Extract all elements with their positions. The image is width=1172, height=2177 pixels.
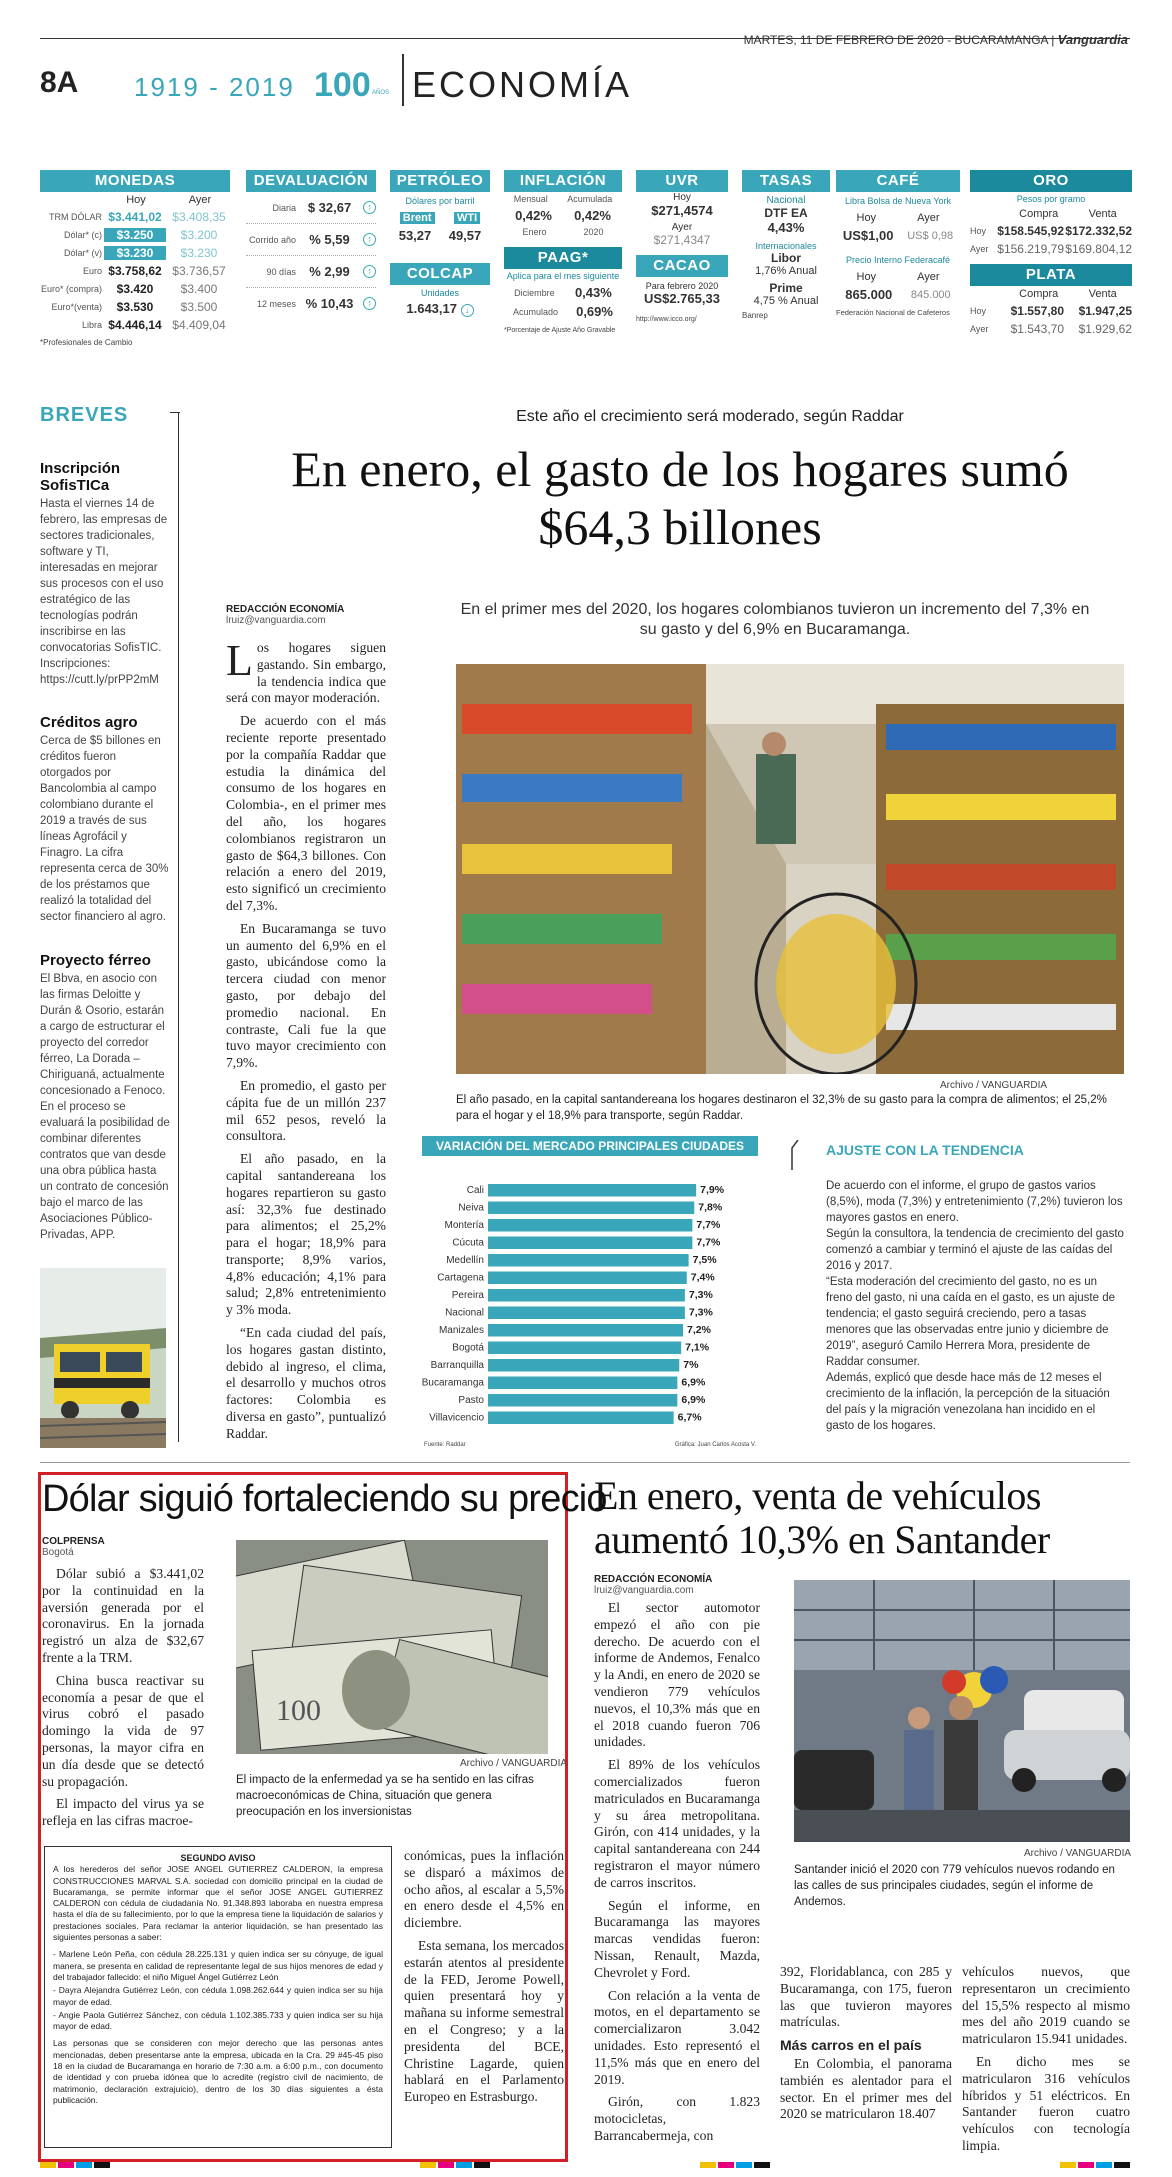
oro-row (970, 222, 1132, 240)
oro-rows (970, 222, 1132, 258)
chart-category-label: Montería (444, 1220, 484, 1231)
devaluacion-label: 12 meses (256, 298, 296, 309)
tasas-internacional-label: Internacionales (755, 241, 817, 251)
currency-label: Dólar* (v) (63, 248, 102, 258)
cacao-note: http://www.icco.org/ (636, 316, 697, 323)
petroleo-title: PETRÓLEO (390, 170, 490, 192)
drop-cap: L (226, 636, 253, 685)
cafe-source: Federación Nacional de Cafeteros (836, 308, 950, 317)
dolar-byline-place: Bogotá (42, 1547, 74, 1558)
chart-category-label: Villavicencio (429, 1412, 484, 1424)
monedas-rows (40, 208, 230, 334)
vehiculos-paragraph: Girón, con 1.823 motocicletas, Barrancabermeja, con (594, 2094, 760, 2143)
uvr-hoy-label: Hoy (673, 192, 691, 203)
paag-label: Diciembre (514, 287, 555, 298)
anniversary-years: 1919 - 2019 (134, 72, 295, 102)
chart-bar (488, 1254, 689, 1267)
paag-note: *Porcentaje de Ajuste Año Gravable (504, 327, 616, 334)
supermarket-photo (456, 664, 1124, 1074)
chart-category-label: Cúcuta (452, 1237, 484, 1249)
section-divider (40, 1462, 1130, 1463)
chart-category-label: Manizales (438, 1325, 484, 1336)
chart-category-label: Cartagena (437, 1272, 484, 1284)
chart-value-label: 7,7% (696, 1219, 721, 1231)
dollar-bills-photo (236, 1540, 548, 1754)
colcap-value: 1.643,17 (406, 301, 457, 316)
paag-row (504, 283, 622, 302)
dolar-byline-name: COLPRENSA (42, 1536, 105, 1547)
tasas-libor-value: 1,76% Anual (755, 265, 817, 277)
photo-caption: El año pasado, en la capital santandereana los hogares destinaron el 32,3% de su gasto para la compra de alimentos; el 25,2% para el hogar y el 18,9% para transporte, según Raddar. (456, 1094, 1107, 1122)
oro-sub: Pesos por gramo (1016, 194, 1086, 204)
vehiculos-paragraph: Con relación a la venta de motos, en el departamento se comercializaron 3.042 unidades. Esto representó el 11,5% más que en enero del 2019. (594, 1987, 760, 2087)
chart-plot (422, 1176, 758, 1452)
notice-paragraph: A los herederos del señor JOSE ANGEL GUTIERREZ CALDERON, la empresa CONSTRUCCIONES MARVAL S.A. sociedad con domicilio principal en la ciudad de Bucaramanga, se permite informar que el señor JOSE ANGEL GUTIERREZ CALDERON con cédula de ciudadanía No. 91.348.893 laboraba en nuestra empresa hasta el día de su fallecimiento, por lo que la empresa tiene la liquidación de salarios y prestaciones sociales. Para reclamar la anterior liquidación, se han presentado las siguientes personas a saber: (53, 1864, 383, 1943)
ajuste-title: AJUSTE CON LA TENDENCIA (826, 1142, 1024, 1158)
chart-value-label: 7,5% (692, 1254, 717, 1266)
chart-category-label: Nacional (445, 1307, 484, 1319)
oro-venta: $169.804,12 (1065, 242, 1132, 256)
photo-credit: Archivo / VANGUARDIA (1024, 1848, 1132, 1859)
vehiculos-subtitle: Más carros en el país (780, 2037, 922, 2054)
dolar-byline (42, 1536, 105, 1558)
chart-category-label: Bogotá (452, 1342, 484, 1354)
breves-bracket (170, 412, 180, 413)
plata-row-label: Ayer (970, 324, 989, 334)
currency-ayer: $3.230 (180, 246, 218, 260)
anniversary-logo (312, 62, 390, 104)
ajuste-bracket (790, 1140, 800, 1170)
oro-row-label: Ayer (970, 244, 989, 254)
currency-hoy: $3.250 (104, 228, 166, 242)
chart-category-label: Barranquilla (430, 1360, 484, 1371)
chart-value-label: 7,4% (690, 1271, 715, 1284)
car-showroom-photo (794, 1580, 1130, 1842)
paag-row (504, 302, 622, 321)
cacao-value: US$2.765,33 (644, 291, 720, 306)
chart-value-label: 7% (683, 1359, 699, 1371)
uvr-hoy-value: $271,4574 (651, 203, 713, 218)
inflacion-mensual-value: 0,42% (515, 208, 552, 223)
devaluacion-row (246, 192, 376, 224)
plata-compra: $1.557,80 (1010, 304, 1064, 318)
cafe-ayer-value: US$ 0,98 (907, 229, 954, 242)
dateline: MARTES, 11 DE FEBRERO DE 2020 - BUCARAMANGA | Vanguardia (743, 32, 1128, 47)
dolar-paragraph: China busca reactivar su economía a pesar de que el virus cobró el pasado domingo la vida de 97 personas, la mayor cifra en un día desde que se detectó su propagación. (42, 1672, 204, 1789)
train-photo (40, 1268, 166, 1448)
photo-credit: Archivo / VANGUARDIA (940, 1080, 1048, 1091)
devaluacion-value: % 10,43 (305, 296, 354, 311)
colcap-sub: Unidades (420, 288, 460, 298)
arrow-up-icon: ↑ (363, 201, 376, 214)
currency-hoy: $3.441,02 (108, 210, 162, 224)
cacao-sub: Para febrero 2020 (645, 281, 719, 291)
oro-title: ORO (970, 170, 1132, 192)
chart-category-label: Cali (466, 1185, 484, 1196)
tasas-nacional-label: Nacional (766, 195, 806, 206)
paag-title: PAAG* (504, 247, 622, 269)
chart-value-label: 6,9% (681, 1376, 706, 1389)
oro-venta: $172.332,52 (1065, 224, 1132, 238)
breves-title: BREVES (40, 404, 129, 426)
cafe-hoy-value: US$1,00 (842, 228, 894, 243)
main-paragraph: De acuerdo con el más reciente reporte presentado por la compañía Raddar que estudia la dinámica del consumo de los hogares en Colombia-, en el primer mes del año, los hogares colombianos registraron un gasto de $64,3 billones. Con relación a enero del 2019, esto significó un crecimiento del 7,3%. (226, 713, 386, 913)
monedas-row (40, 244, 230, 262)
inflacion-box (504, 170, 622, 334)
main-paragraph: “En cada ciudad del país, los hogares gastan distinto, debido al ingreso, el clima, el desarrollo y muchos otros factores: Colombia es diversa en gasto”, puntualizó Raddar. (226, 1325, 386, 1441)
currency-label: Euro (82, 266, 102, 276)
vehiculos-paragraph: En dicho mes se matricularon 316 vehículos híbridos y 51 eléctricos. En Santander fueron cuatro vehículos con tecnología limpia. (962, 2053, 1130, 2153)
vehiculos-paragraph: En Colombia, el panorama también es alentador para el sector. En el primer mes del 2020 se matricularon 18.407 (780, 2055, 952, 2122)
notice-paragraph: - Dayra Alejandra Gutiérrez León, con cédula 1.098.262.644 y quien indica ser su hija mayor de edad. (53, 1985, 383, 2007)
chart-value-label: 6,7% (677, 1411, 702, 1424)
monedas-title: MONEDAS (40, 170, 230, 192)
paag-sub: Aplica para el mes siguiente (506, 271, 620, 281)
main-headline: En enero, el gasto de los hogares sumó $64,3 billones (291, 441, 1069, 555)
devaluacion-label: Diaria (272, 202, 296, 213)
oro-compra: $156.219,79 (997, 242, 1064, 256)
monedas-row (40, 280, 230, 298)
print-registration-bar (40, 2162, 1130, 2172)
monedas-row (40, 298, 230, 316)
devaluacion-rows (246, 192, 376, 319)
currency-ayer: $3.408,35 (172, 210, 226, 224)
chart-bar (488, 1342, 681, 1355)
cafe-box (836, 170, 960, 317)
chart-bar (488, 1202, 694, 1215)
brief-title: Créditos agro (40, 714, 138, 731)
ajuste-paragraph: Según la consultora, la tendencia de crecimiento del gasto comenzó a cambiar y terminó el ajuste de las caídas del 2016 y 2017. (826, 1228, 1124, 1272)
ajuste-paragraph: “Esta moderación del crecimiento del gasto, no es un freno del gasto, ni una caída en el gasto, es un ajuste de tendencia; el gasto seguirá creciendo, pero a tasas menores que las observadas entre junio y diciembre de 2019”, aseguró Camilo Herrera Mora, presidente de Raddar consumer. (826, 1276, 1115, 1368)
chart-value-label: 7,7% (696, 1236, 721, 1249)
uvr-ayer-label: Ayer (671, 222, 693, 233)
main-byline-email: lruiz@vanguardia.com (226, 615, 326, 626)
photo-caption: El impacto de la enfermedad ya se ha sentido en las cifras macroeconómicas de China, situación que genera preocupación en los inversionistas (236, 1774, 534, 1818)
devaluacion-row (246, 288, 376, 319)
photo-credit: Archivo / VANGUARDIA (460, 1758, 568, 1769)
devaluacion-title: DEVALUACIÓN (246, 170, 376, 192)
devaluacion-label: Corrido año (248, 234, 296, 245)
vehiculos-paragraph: 392, Floridablanca, con 285 y Bucaramanga, con 175, fueron las que tuvieron mayores matrículas. (780, 1964, 952, 2030)
page-number: 8A (40, 66, 79, 99)
paag-label: Acumulado (513, 306, 559, 317)
chart-category-label: Pasto (458, 1395, 484, 1406)
chart-bar (488, 1412, 674, 1425)
plata-compra-label: Compra (1019, 288, 1059, 300)
cafe-sub2: Precio Interno Federacafé (845, 255, 951, 265)
currency-label: Libra (81, 320, 102, 330)
currency-ayer: $3.500 (180, 300, 218, 314)
oro-row-label: Hoy (970, 226, 987, 236)
currency-hoy: $4.446,14 (108, 318, 162, 332)
svg-text:100: 100 (276, 1694, 321, 1727)
logo-number: 100 (314, 66, 371, 104)
monedas-row (40, 316, 230, 334)
chart-bar (488, 1272, 687, 1285)
currency-label: TRM DÓLAR (48, 212, 102, 222)
tasas-libor-label: Libor (771, 251, 801, 265)
notice-title: SEGUNDO AVISO (180, 1853, 256, 1863)
chart-value-label: 7,2% (687, 1324, 711, 1336)
plata-venta: $1.947,25 (1078, 304, 1132, 318)
uvr-ayer-value: $271,4347 (653, 233, 711, 247)
chart-bar (488, 1184, 696, 1197)
cafe-interno-hoy: 865.000 (845, 287, 893, 302)
photo-caption: Santander inició el 2020 con 779 vehículos nuevos rodando en las calles de sus principales ciudades, según el informe de Andemos. (794, 1864, 1115, 1908)
vehiculos-headline: En enero, venta de vehículos aumentó 10,3% en Santander (594, 1473, 1050, 1562)
vehiculos-paragraph: El 89% de los vehículos comercializados fueron matriculados en Bucaramanga y su área metropolitana. Girón, con 414 unidades, y la capital santandereana con 244 registraron el mayor número de carros inscritos. (594, 1757, 760, 1890)
currency-hoy: $3.530 (116, 300, 154, 314)
colcap-title: COLCAP (390, 263, 490, 285)
tasas-dtf-label: DTF EA (764, 206, 808, 220)
devaluacion-row (246, 224, 376, 256)
dolar-paragraph: El impacto del virus ya se refleja en las cifras macroe- (42, 1796, 204, 1829)
monedas-row (40, 208, 230, 226)
currency-label: Euro* (compra) (40, 284, 102, 294)
section-title: ECONOMÍA (412, 64, 633, 105)
petroleo-box (390, 170, 490, 317)
main-paragraph: En Bucaramanga se tuvo un aumento del 6,9% en el gasto, ubicándose como la tercera ciudad con menor gasto, por debajo del promedio nacional. En contraste, Cali fue la que tuvo mayor crecimiento con 7,9%. (226, 920, 386, 1071)
cafe-sub1: Libra Bolsa de Nueva York (844, 196, 952, 206)
brief-title: Proyecto férreo (40, 952, 151, 969)
arrow-up-icon: ↑ (363, 297, 376, 310)
cafe-title: CAFÉ (836, 170, 960, 192)
inflacion-mensual-label: Mensual (513, 194, 548, 204)
vehiculos-byline (594, 1574, 712, 1596)
header-separator (402, 54, 404, 106)
chart-value-label: 7,9% (700, 1184, 725, 1196)
wti-label: WTI (454, 212, 480, 224)
currency-ayer: $4.409,04 (172, 318, 226, 332)
cafe-hoy-label: Hoy (856, 212, 877, 224)
inflacion-title: INFLACIÓN (504, 170, 622, 192)
brief-text: Cerca de $5 billones en créditos fueron otorgados por Bancolombia al campo colombiano durante el 2019 a través de sus líneas Agrofácil y Finagro. La cifra representa cerca de 30% de los préstamos que realizó la totalidad del sector financiero al agro. (40, 735, 169, 923)
tasas-box (742, 170, 830, 320)
main-kicker: Este año el crecimiento será moderado, según Raddar (516, 408, 904, 425)
plata-row-label: Hoy (970, 306, 987, 316)
chart-title: VARIACIÓN DEL MERCADO PRINCIPALES CIUDADES (422, 1136, 758, 1156)
legal-notice (44, 1846, 392, 2148)
currency-hoy: $3.420 (116, 282, 154, 296)
tasas-prime-label: Prime (769, 281, 803, 295)
chart-value-label: 7,8% (698, 1201, 723, 1214)
chart-category-label: Bucaramanga (422, 1377, 484, 1389)
dolar-paragraph: Esta semana, los mercados estarán atentos al presidente de la FED, Jerome Powell, quien presentará hoy y mañana su informe semestral en el Congreso; y a la presidenta del BCE, Christine Lagarde, quien hablará en el Parlamento Europeo en Estrasburgo. (404, 1937, 564, 2105)
brent-value: 53,27 (398, 228, 432, 243)
currency-ayer: $3.200 (180, 228, 218, 242)
chart-value-label: 7,3% (688, 1306, 713, 1319)
cacao-title: CACAO (636, 255, 728, 277)
brief-title: Inscripción SofisTICa (40, 460, 121, 494)
brief-text: Hasta el viernes 14 de febrero, las empresas de sectores tradicionales, software y TI, interesadas en mejorar sus procesos con el uso estratégico de las tecnologías podrán inscribirse en las convocatorias SofisTIC. Inscripciones: https://cutt.ly/prPP2mM (40, 498, 168, 686)
chart-bar (488, 1219, 692, 1232)
logo-sub: AÑOS (372, 90, 390, 96)
main-byline (226, 604, 344, 626)
tasas-source: Banrep (742, 311, 768, 320)
cafe-interno-ayer: 845.000 (910, 288, 951, 301)
vehiculos-body-col3 (962, 1964, 1130, 2161)
chart-source: Fuente: Raddar (424, 1442, 466, 1448)
main-subhead: En el primer mes del 2020, los hogares colombianos tuvieron un incremento del 7,3% en su gasto y del 6,9% en Bucaramanga. (460, 601, 1090, 638)
main-paragraph: En promedio, el gasto per cápita fue de un millón 237 mil 652 pesos, reveló la consultora. (226, 1077, 386, 1144)
uvr-title: UVR (636, 170, 728, 192)
chart-category-label: Neiva (458, 1202, 484, 1214)
cafe-ayer2-label: Ayer (917, 271, 940, 283)
vehiculos-paragraph: El sector automotor empezó el año con pie derecho. De acuerdo con el informe de Andemos, Fenalco y la Andi, en enero de 2020 se vendieron 779 vehículos nuevos, el 10,3% más que en el 2018 cuando fueron 706 unidades. (594, 1600, 760, 1750)
chart-bar (488, 1359, 679, 1372)
oro-box (970, 170, 1132, 338)
inflacion-acumulada-label: Acumulada (567, 194, 613, 204)
dolar-paragraph: Dólar subió a $3.441,02 por la continuidad en la aversión generada por el coronavirus. En la jornada registró un alza de $32,67 frente a la TRM. (42, 1566, 204, 1665)
chart-category-label: Medellín (446, 1255, 484, 1266)
paag-value: 0,43% (574, 285, 612, 300)
chart-bar (488, 1289, 685, 1302)
dolar-body-col1 (42, 1566, 204, 1836)
monedas-row (40, 262, 230, 280)
currency-hoy: $3.230 (104, 246, 166, 260)
notice-paragraph: Las personas que se consideren con mejor derecho que las personas antes mencionadas, deben presentarse ante la empresa, ubicada en la Cra. 29 #45-45 piso 18 en la ciudad de Bucaramanga en horario de 7:30 a.m. a 6:00 p.m., con documento de identidad y con prueba idónea que lo acredite (registro civil de nacimiento, de matrimonio, declaración extrajuicio), dentro de los 30 días siguientes a ésta publicación. (53, 2038, 383, 2105)
oro-row (970, 240, 1132, 258)
paag-value: 0,69% (576, 304, 613, 319)
currency-ayer: $3.400 (180, 282, 218, 296)
main-paragraph: os hogares siguen gastando. Sin embargo, la tendencia indica que será con mayor moderación. (226, 640, 386, 706)
plata-rows (970, 302, 1132, 338)
uvr-box (636, 170, 728, 323)
arrow-up-icon: ↑ (363, 265, 376, 278)
currency-label: Euro*(venta) (51, 302, 102, 312)
arrow-down-icon: ↓ (461, 304, 474, 317)
vehiculos-body-col1 (594, 1600, 760, 2151)
vehiculos-body-col2 (780, 1964, 952, 2129)
brand-name: Vanguardia (1057, 32, 1128, 47)
tasas-prime-value: 4,75 % Anual (753, 295, 819, 307)
chart-value-label: 7,1% (685, 1341, 710, 1354)
plata-compra: $1.543,70 (1010, 322, 1064, 336)
devaluacion-value: $ 32,67 (307, 200, 352, 215)
currency-hoy: $3.758,62 (108, 264, 162, 278)
oro-compra-label: Compra (1019, 208, 1059, 220)
dolar-headline: Dólar siguió fortaleciendo su precio (42, 1478, 607, 1520)
ajuste-text (826, 1178, 1126, 1434)
vehiculos-byline-email: lruiz@vanguardia.com (594, 1585, 694, 1596)
paag-rows (504, 283, 622, 321)
chart-category-label: Pereira (451, 1290, 484, 1301)
vehiculos-paragraph: vehículos nuevos, que representaron un crecimiento del 15,5% respecto al mismo mes del año 2019 cuando se matricularon 15.941 unidades. (962, 1964, 1130, 2047)
cafe-ayer-label: Ayer (917, 212, 940, 224)
currency-label: Dólar* (c) (63, 230, 102, 240)
monedas-ayer-label: Ayer (188, 194, 212, 206)
notice-paragraph: - Marlene León Peña, con cédula 28.225.131 y quien indica ser su cónyuge, de igual manera, se presenta en calidad de representante legal de sus hijos menores de edad y del trabajador fallecido: el niño Miguel Ángel Gutiérrez León (53, 1949, 383, 1982)
plata-row (970, 302, 1132, 320)
vehiculos-paragraph: Según el informe, en Bucaramanga las mayores marcas vendidas fueron: Nissan, Renault, Mazda, Chevrolet y Ford. (594, 1897, 760, 1980)
devaluacion-label: 90 días (266, 266, 296, 277)
monedas-note: *Profesionales de Cambio (40, 338, 133, 347)
chart-bar (488, 1394, 677, 1407)
arrow-up-icon: ↑ (363, 233, 376, 246)
plata-row (970, 320, 1132, 338)
devaluacion-value: % 5,59 (309, 232, 350, 247)
tasas-dtf-value: 4,43% (767, 220, 805, 235)
wti-value: 49,57 (448, 228, 482, 243)
plata-venta-label: Venta (1088, 288, 1117, 300)
chart-bar (488, 1377, 677, 1390)
brief-text: El Bbva, en asocio con las firmas Deloitte y Durán & Osorio, estarán a cargo de estructurar el proyecto del corredor férreo, La Dorada – Chiriguaná, actualmente concesionado a Fenoco. En el proceso se evaluará la posibilidad de combinar diferentes contratos que van desde una obra pública hasta un contrato de concesión bajo el marco de las Asociaciones Público-Privadas, APP. (40, 973, 170, 1241)
plata-title: PLATA (970, 264, 1132, 286)
notice-paragraph: - Angie Paola Gutiérrez Sánchez, con cédula 1.102.385.733 y quien indica ser su hija mayor de edad. (53, 2009, 383, 2032)
oro-venta-label: Venta (1088, 208, 1117, 220)
petroleo-sub: Dólares por barril (405, 196, 475, 206)
monedas-row (40, 226, 230, 244)
vehiculos-byline-name: REDACCIÓN ECONOMÍA (594, 1574, 713, 1585)
chart-bar (488, 1324, 683, 1337)
main-paragraph: El año pasado, en la capital santandereana los hogares repartieron su gasto así: 32,3% fue destinado para alimentos; el 25,2% para el hogar; 18,9% para transporte; 8,9% varios, 4,8% educación; 4,1% para salud; 2,8% entretenimiento y 3% moda. (226, 1151, 386, 1318)
tasas-title: TASAS (742, 170, 830, 192)
devaluacion-box (246, 170, 376, 319)
main-byline-name: REDACCIÓN ECONOMÍA (226, 604, 345, 615)
cafe-hoy2-label: Hoy (856, 271, 877, 283)
plata-venta: $1.929,62 (1078, 322, 1132, 336)
ajuste-paragraph: De acuerdo con el informe, el grupo de gastos varios (8,5%), moda (7,3%) y entretenimiento (7,2%) tuvieron los mayores gastos en enero. (826, 1180, 1123, 1224)
market-variation-chart (422, 1136, 758, 1452)
chart-bar (488, 1237, 692, 1250)
currency-ayer: $3.736,57 (172, 264, 226, 278)
chart-bar (488, 1307, 685, 1320)
main-body (226, 636, 386, 1449)
brief-creditos-agro (40, 714, 170, 925)
inflacion-acumulada-value: 0,42% (574, 208, 611, 223)
chart-value-label: 7,3% (688, 1289, 713, 1301)
ajuste-paragraph: Además, explicó que desde hace más de 12 meses el crecimiento de la inflación, la percepción de la situación del país y la migración venezolana han incidido en el gasto de los hogares. (826, 1372, 1110, 1432)
breves-rule (178, 412, 179, 1442)
oro-compra: $158.545,92 (997, 224, 1064, 238)
devaluacion-value: % 2,99 (309, 264, 350, 279)
inflacion-anio: 2020 (583, 227, 604, 237)
monedas-hoy-label: Hoy (126, 194, 146, 206)
chart-author: Gráfica: Juan Carlos Acosta V. (674, 1442, 756, 1448)
inflacion-mes: Enero (522, 227, 547, 237)
brief-sofistica (40, 460, 170, 688)
dolar-paragraph: conómicas, pues la inflación se disparó a máximos de ocho años, al escalar a 5,5% en enero desde el 4,5% en diciembre. (404, 1848, 564, 1931)
brent-label: Brent (400, 212, 435, 224)
devaluacion-row (246, 256, 376, 288)
brief-proyecto-ferreo (40, 952, 170, 1243)
monedas-box (40, 170, 230, 347)
dolar-body-col2 (404, 1848, 564, 2112)
chart-value-label: 6,9% (681, 1394, 706, 1406)
